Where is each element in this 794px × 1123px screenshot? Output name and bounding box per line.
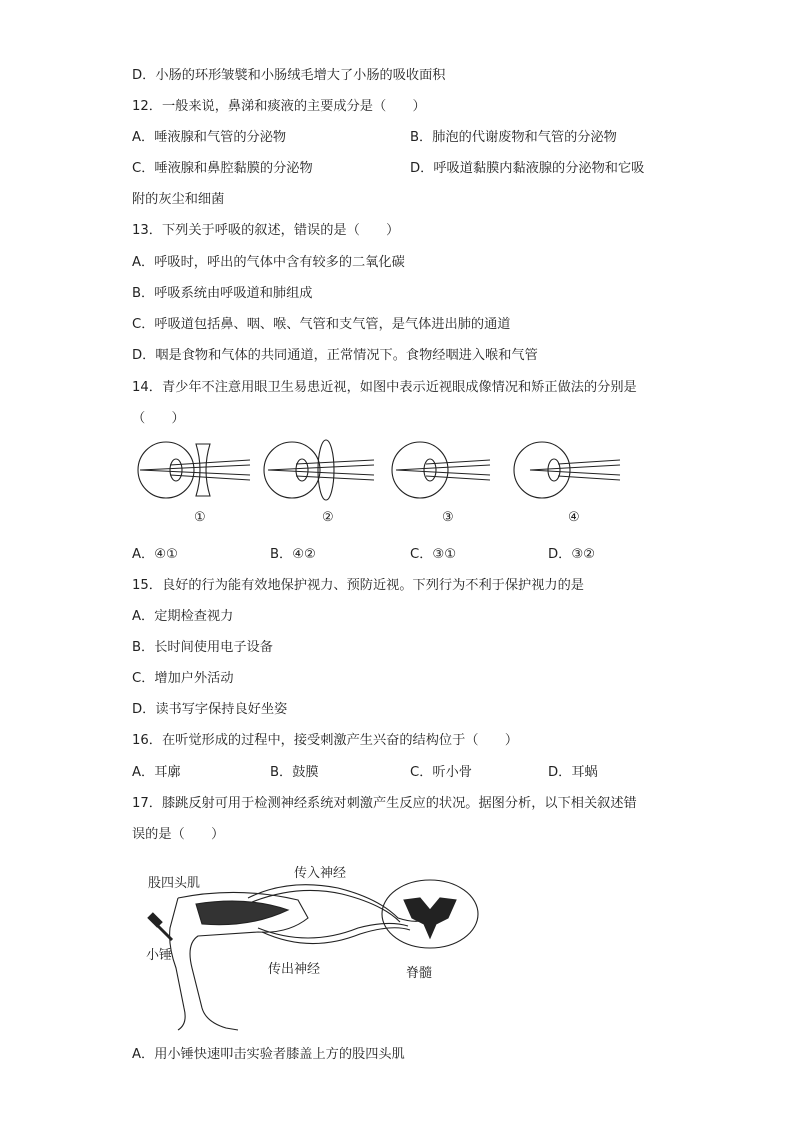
- q12-option-d: D．呼吸道黏膜内黏液腺的分泌物和它吸: [410, 161, 645, 176]
- eye-label-1: ①: [194, 510, 206, 525]
- eye-diagram: [130, 438, 630, 530]
- q13-option-b: B．呼吸系统由呼吸道和肺组成: [132, 286, 313, 301]
- knee-reflex-diagram: [138, 858, 480, 1034]
- q14-option-a: A．④①: [132, 547, 178, 562]
- q16-option-a: A．耳廓: [132, 765, 181, 780]
- q14-option-c: C．③①: [410, 547, 457, 562]
- q12-option-a: A．唾液腺和气管的分泌物: [132, 130, 287, 145]
- q12-option-c: C．唾液腺和鼻腔黏膜的分泌物: [132, 161, 313, 176]
- q14-question: 14．青少年不注意用眼卫生易患近视，如图中表示近视眼成像情况和矫正做法的分别是: [132, 380, 637, 395]
- q16-option-d: D．耳蜗: [548, 765, 598, 780]
- q13-option-a: A．呼吸时，呼出的气体中含有较多的二氧化碳: [132, 255, 405, 270]
- q17-question-cont: 误的是（ ）: [132, 827, 225, 842]
- q11-option-d: D．小肠的环形皱襞和小肠绒毛增大了小肠的吸收面积: [132, 68, 446, 83]
- q15-option-a: A．定期检查视力: [132, 609, 234, 624]
- label-hammer: 小锤: [146, 948, 173, 963]
- eye-4-drawing: [514, 442, 620, 498]
- q14-option-d: D．③②: [548, 547, 595, 562]
- eye-label-4: ④: [568, 510, 580, 525]
- q13-question: 13．下列关于呼吸的叙述，错误的是（ ）: [132, 223, 400, 238]
- q14-option-b: B．④②: [270, 547, 316, 562]
- q15-option-d: D．读书写字保持良好坐姿: [132, 702, 288, 717]
- eye-label-3: ③: [442, 510, 454, 525]
- q12-option-d-cont: 附的灰尘和细菌: [132, 192, 225, 207]
- eye-2-drawing: [264, 440, 374, 500]
- quadriceps-shape: [196, 901, 288, 925]
- q14-question-cont: （ ）: [132, 411, 185, 426]
- q17-option-a: A．用小锤快速叩击实验者膝盖上方的股四头肌: [132, 1047, 405, 1062]
- q15-question: 15．良好的行为能有效地保护视力、预防近视。下列行为不利于保护视力的是: [132, 578, 584, 593]
- q13-option-c: C．呼吸道包括鼻、咽、喉、气管和支气管，是气体进出肺的通道: [132, 317, 511, 332]
- label-spinal-cord: 脊髓: [406, 966, 433, 981]
- q15-option-c: C．增加户外活动: [132, 671, 234, 686]
- q13-option-d: D．咽是食物和气体的共同通道，正常情况下。食物经咽进入喉和气管: [132, 348, 538, 363]
- eye-label-2: ②: [322, 510, 334, 525]
- q16-question: 16．在听觉形成的过程中，接受刺激产生兴奋的结构位于（ ）: [132, 733, 519, 748]
- label-quadriceps: 股四头肌: [148, 876, 201, 891]
- q12-question: 12．一般来说，鼻涕和痰液的主要成分是（ ）: [132, 99, 426, 114]
- q17-question: 17．膝跳反射可用于检测神经系统对刺激产生反应的状况。据图分析，以下相关叙述错: [132, 796, 637, 811]
- hammer-icon: [147, 912, 172, 940]
- label-efferent-nerve: 传出神经: [268, 962, 321, 977]
- q12-option-b: B．肺泡的代谢废物和气管的分泌物: [410, 130, 617, 145]
- eye-3-drawing: [392, 442, 490, 498]
- q15-option-b: B．长时间使用电子设备: [132, 640, 273, 655]
- label-afferent-nerve: 传入神经: [294, 866, 347, 881]
- q16-option-c: C．听小骨: [410, 765, 472, 780]
- spinal-gray-matter: [404, 898, 456, 938]
- q16-option-b: B．鼓膜: [270, 765, 319, 780]
- eye-1-drawing: [138, 442, 250, 498]
